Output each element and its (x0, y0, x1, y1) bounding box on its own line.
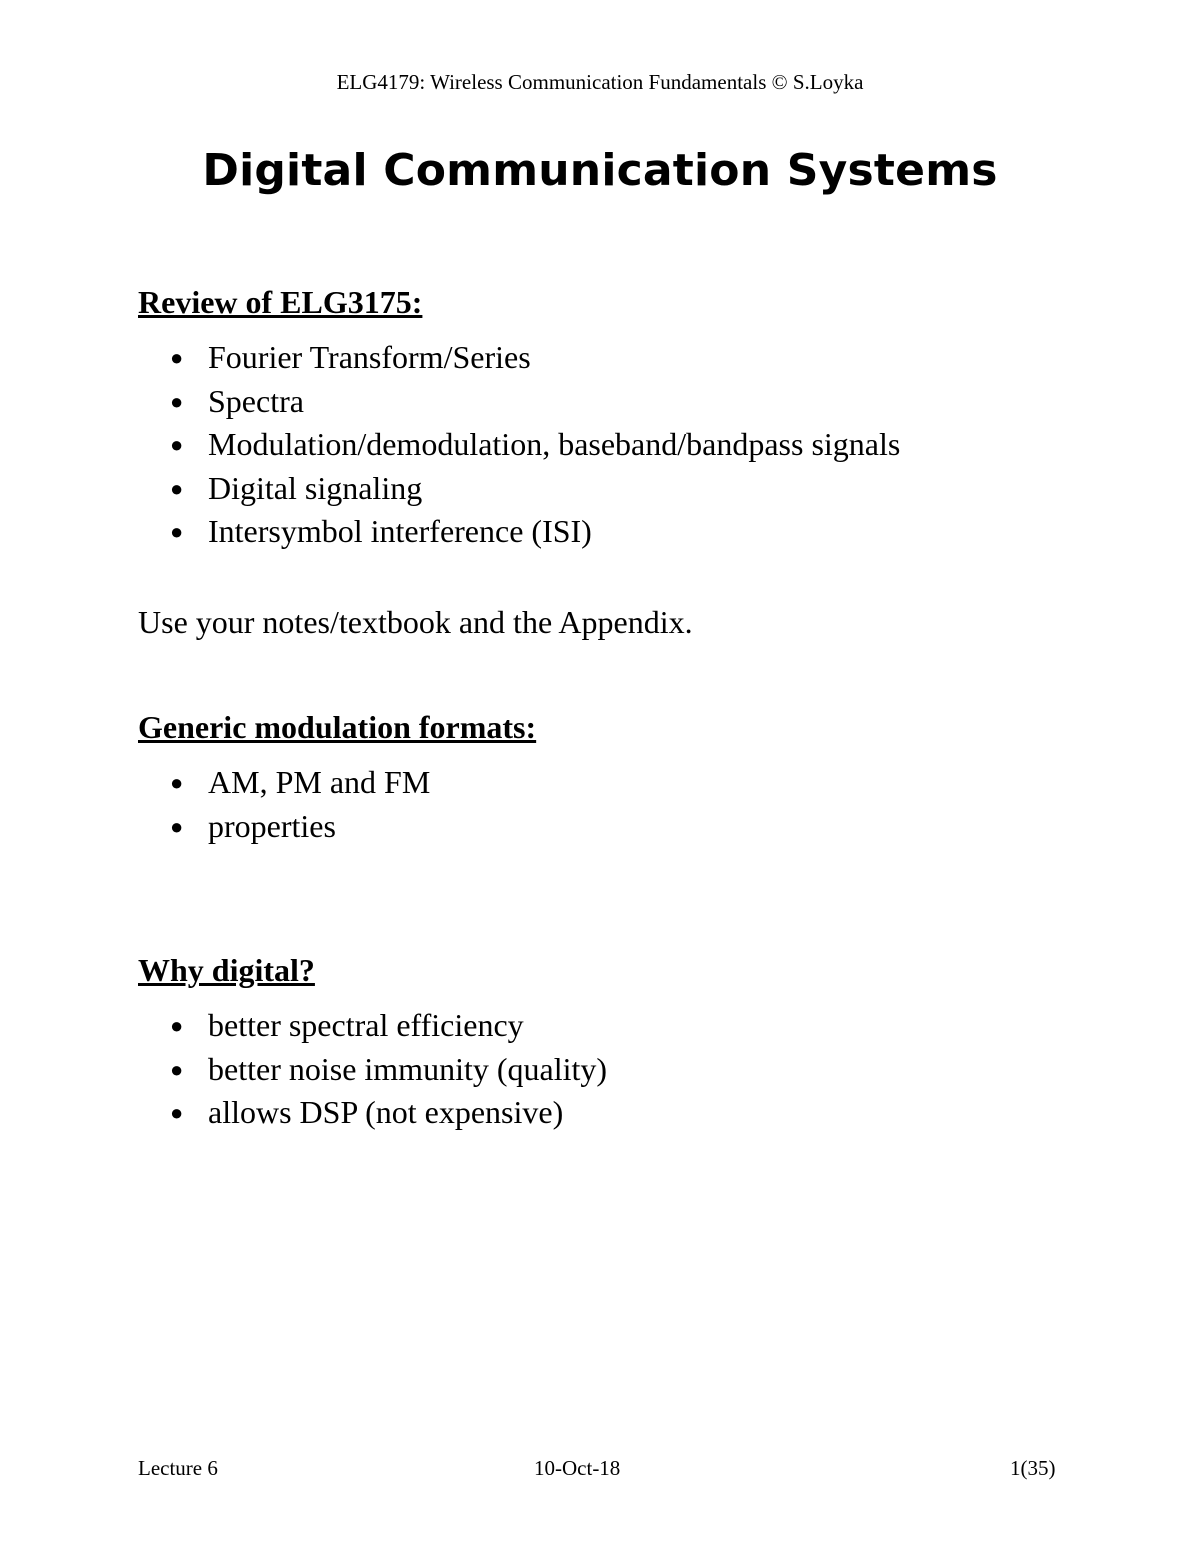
bullet-icon: ● (170, 1013, 184, 1038)
list-item (170, 467, 900, 511)
footer-date: 10-Oct-18 (534, 1456, 621, 1480)
generic-heading: Generic modulation formats: (138, 709, 537, 745)
page-header: ELG4179: Wireless Communication Fundamentals © S.Loyka (336, 70, 864, 94)
list-item (170, 1004, 607, 1048)
page-title: Digital Communication Systems (202, 145, 998, 196)
list-item-text: better noise immunity (quality) (208, 1050, 608, 1087)
list-item (170, 1091, 607, 1135)
review-list (170, 336, 900, 554)
list-item-text: allows DSP (not expensive) (208, 1094, 564, 1130)
why-heading: Why digital? (138, 952, 315, 988)
bullet-icon: ● (170, 475, 184, 501)
list-item-text: Fourier Transform/Series (208, 339, 531, 375)
list-item (170, 510, 900, 554)
list-item (170, 805, 430, 849)
list-item-text: AM, PM and FM (208, 764, 431, 800)
list-item-text: Modulation/demodulation, baseband/bandpass signals (208, 426, 901, 462)
list-item-text: Intersymbol interference (ISI) (208, 513, 592, 549)
review-heading: Review of ELG3175: (138, 284, 423, 320)
bullet-icon: ● (170, 813, 184, 839)
bullet-icon: ● (170, 770, 184, 795)
bullet-icon: ● (170, 388, 184, 414)
list-item-text: Spectra (208, 382, 304, 419)
footer-lecture: Lecture 6 (138, 1456, 218, 1480)
list-item-text: Digital signaling (208, 469, 423, 506)
note-paragraph: Use your notes/textbook and the Appendix. (138, 604, 693, 640)
bullet-icon: ● (170, 345, 184, 370)
list-item-text: better spectral efficiency (208, 1007, 524, 1043)
why-list (170, 1004, 607, 1135)
bullet-icon: ● (170, 519, 184, 544)
list-item-text: properties (208, 807, 336, 844)
bullet-icon: ● (170, 1056, 184, 1082)
list-item (170, 423, 900, 467)
list-item (170, 380, 900, 424)
footer-page-number: 1(35) (1010, 1456, 1056, 1480)
list-item (170, 1048, 607, 1092)
list-item (170, 336, 900, 380)
list-item (170, 761, 430, 805)
bullet-icon: ● (170, 432, 184, 457)
bullet-icon: ● (170, 1100, 184, 1125)
generic-list (170, 761, 430, 848)
